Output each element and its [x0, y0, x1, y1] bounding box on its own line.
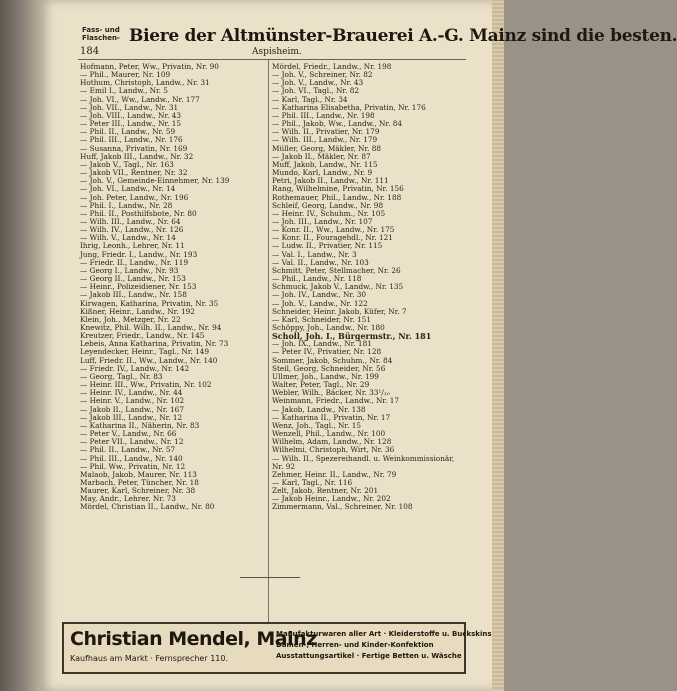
- directory-entry: — Jakob Heinr., Landw., Nr. 202: [272, 494, 391, 504]
- footer-ad-address: Kaufhaus am Markt · Fernsprecher 110.: [70, 654, 228, 663]
- directory-entry: Ullmer, Joh., Landw., Nr. 199: [272, 371, 379, 381]
- directory-entry: Zimmermann, Val., Schreiner, Nr. 108: [272, 502, 413, 512]
- directory-entry: Mördel, Friedr., Landw., Nr. 198: [272, 62, 392, 71]
- directory-entry: Zehmer, Heinr. II., Landw., Nr. 79: [272, 469, 397, 479]
- header-ad-main: Biere der Altmünster-Brauerei A.-G. Mainz sind die besten.: [129, 26, 677, 46]
- directory-entry: — Jakob II., Mäkler, Nr. 87: [272, 151, 371, 161]
- directory-entry: — Val. II., Landw., Nr. 103: [272, 257, 369, 267]
- directory-entry: — Phil. II., Landw., Nr. 59: [80, 127, 176, 137]
- header-ad-small: [82, 26, 120, 42]
- directory-entry: Malaob, Jakob, Maurer, Nr. 113: [80, 469, 197, 479]
- directory-entry: Rang, Wilhelmine, Privatin, Nr. 156: [272, 184, 404, 194]
- directory-entry: — Georg I., Landw., Nr. 93: [80, 265, 179, 275]
- directory-entry: — Phil. III., Landw., Nr. 140: [80, 453, 183, 463]
- directory-entry: — Jakob II., Landw., Nr. 167: [80, 404, 184, 414]
- directory-entry: — Konr. II., Ww., Landw., Nr. 175: [272, 225, 395, 235]
- directory-entry: — Val. I., Landw., Nr. 3: [272, 249, 357, 259]
- directory-entry: Wenz, Joh., Tagl., Nr. 15: [272, 420, 361, 430]
- footer-ad-line1: Manufakturwaren aller Art · Kleiderstoffe u. Buckskins: [276, 630, 492, 638]
- directory-entry: — Phil., Maurer, Nr. 109: [80, 70, 171, 80]
- directory-entry: — Peter III., Landw., Nr. 15: [80, 119, 182, 129]
- directory-entry: — Joh. IV., Landw., Nr. 30: [272, 290, 367, 300]
- end-rule: [240, 577, 300, 578]
- directory-entry: — Jakob V., Tagl., Nr. 163: [80, 159, 174, 169]
- directory-entry: Kirwagen, Katharina, Privatin, Nr. 35: [80, 298, 219, 308]
- directory-entry: — Wilh. IV., Landw., Nr. 126: [80, 225, 184, 235]
- directory-entry: — Susanna, Privatin, Nr. 169: [80, 143, 188, 153]
- directory-entry: — Karl, Tagl., Nr. 34: [272, 94, 348, 104]
- directory-entry: — Phil. III., Landw., Nr. 176: [80, 135, 183, 145]
- directory-entry: — Phil. II., Landw., Nr. 57: [80, 445, 176, 455]
- directory-entry: — Peter VII., Landw., Nr. 12: [80, 437, 184, 447]
- directory-entry: — Joh. IX., Landw., Nr. 181: [272, 339, 372, 349]
- directory-entry: — Peter V., Landw., Nr. 66: [80, 429, 177, 439]
- directory-entry: — Phil., Jakob, Ww., Landw., Nr. 84: [272, 119, 402, 129]
- directory-entry: Leyendecker, Heinr., Tagl., Nr. 149: [80, 347, 210, 357]
- directory-entry: Petri, Jakob II., Landw., Nr. 111: [272, 176, 389, 186]
- directory-entry: Mördel, Christian II., Landw., Nr. 80: [80, 502, 215, 512]
- directory-entry: Müller, Georg, Mäkler, Nr. 88: [272, 143, 382, 153]
- directory-entry: — Joh. V., Landw., Nr. 43: [272, 78, 364, 88]
- directory-entry: — Phil. I., Landw., Nr. 28: [80, 200, 173, 210]
- footer-ad-line2: Damen-, Herren- und Kinder-Konfektion: [276, 641, 434, 649]
- directory-entry: — Joh. V., Landw., Nr. 122: [272, 298, 368, 308]
- directory-entry: Rothemauer, Phil., Landw., Nr. 188: [272, 192, 402, 202]
- directory-entry: — Wilh. V., Landw., Nr. 14: [80, 233, 176, 243]
- directory-entry: Maurer, Karl, Schreiner, Nr. 38: [80, 486, 196, 496]
- directory-entry: Steil, Georg, Schneider, Nr. 56: [272, 363, 386, 373]
- directory-entry: Schmuck, Jakob V., Landw., Nr. 135: [272, 282, 404, 292]
- directory-entry: Webler, Wilh., Bäcker, Nr. 33¹/₁₀: [272, 388, 390, 398]
- directory-entry: Wilhelmi, Christoph, Wirt, Nr. 36: [272, 445, 395, 455]
- directory-entry: Walter, Peter, Tagl., Nr. 29: [272, 380, 370, 390]
- directory-entry: — Heinr. IV., Landw., Nr. 44: [80, 388, 183, 398]
- directory-entry: — Joh. VI., Landw., Nr. 14: [80, 184, 176, 194]
- directory-entry: — Heinr. IV., Schuhm., Nr. 105: [272, 208, 386, 218]
- directory-entry: Lebeis, Anna Katharina, Privatin, Nr. 73: [80, 339, 229, 349]
- directory-entry: Muff, Jakob, Landw., Nr. 115: [272, 159, 378, 169]
- directory-entry: — Heinr. III., Ww., Privatin, Nr. 102: [80, 380, 212, 390]
- directory-entry: Luff, Friedr. II., Ww., Landw., Nr. 140: [80, 355, 218, 365]
- footer-ad-name: Christian Mendel, Mainz: [70, 628, 317, 650]
- header-ad-small-line1: Fass- und: [82, 26, 120, 34]
- header-ad-small-line2: Flaschen-: [82, 34, 120, 42]
- directory-entry: Zelt, Jakob, Rentner, Nr. 201: [272, 486, 379, 496]
- directory-entry: — Joh. III., Landw., Nr. 107: [272, 216, 373, 226]
- directory-entry: May, Andr., Lehrer, Nr. 73: [80, 494, 176, 504]
- footer-ad: [62, 622, 492, 674]
- directory-entry: — Konr. II., Fouragehdl., Nr. 121: [272, 233, 393, 243]
- directory-entry: — Jakob III., Landw., Nr. 158: [80, 290, 187, 300]
- page-number: 184: [80, 46, 100, 57]
- directory-entry: Scholl, Joh. I., Bürgermstr., Nr. 181: [272, 331, 432, 342]
- directory-entry: Wenzell, Phil., Landw., Nr. 100: [272, 429, 386, 439]
- directory-entry: — Jakob III., Landw., Nr. 12: [80, 412, 183, 422]
- directory-entry: Weinmann, Friedr., Landw., Nr. 17: [272, 396, 399, 406]
- directory-entry: — Peter IV., Privatier, Nr. 128: [272, 347, 382, 357]
- directory-entry: Nr. 92: [272, 461, 295, 471]
- directory-entry: — Wilh. II., Spezereihandl. u. Weinkommissionär,: [272, 453, 455, 463]
- directory-entry: — Joh. V., Gemeinde-Einnehmer, Nr. 139: [80, 176, 230, 186]
- directory-entry: Schleif, Georg, Landw., Nr. 98: [272, 200, 384, 210]
- directory-entry: Kreutzer, Friedr., Landw., Nr. 145: [80, 331, 205, 341]
- directory-entry: — Joh. VIII., Landw., Nr. 43: [80, 110, 182, 120]
- directory-entry: — Ludw. II., Privatier, Nr. 115: [272, 241, 383, 251]
- left-column: [80, 63, 270, 512]
- directory-entry: — Heinr. V., Landw., Nr. 102: [80, 396, 185, 406]
- directory-entry: — Phil. Ww., Privatin, Nr. 12: [80, 461, 186, 471]
- directory-entry: — Heinr., Polizeidiener, Nr. 153: [80, 282, 197, 292]
- directory-entry: Jung, Friedr. I., Landw., Nr. 193: [80, 249, 198, 259]
- directory-entry: — Georg II., Landw., Nr. 153: [80, 274, 186, 284]
- directory-entry: Klein, Joh., Metzger, Nr. 22: [80, 314, 181, 324]
- directory-entry: — Wilh. III., Landw., Nr. 64: [80, 216, 181, 226]
- directory-entry: — Joh. Peter, Landw., Nr. 196: [80, 192, 189, 202]
- footer-ad-details: [276, 629, 492, 662]
- directory-entry: — Phil., Landw., Nr. 118: [272, 274, 362, 284]
- directory-entry: — Georg, Tagl., Nr. 83: [80, 371, 163, 381]
- directory-entry: — Phil. II., Posthilfsbote, Nr. 80: [80, 208, 197, 218]
- directory-entry: — Joh. VII., Landw., Nr. 31: [80, 102, 179, 112]
- directory-entry: Marbach, Peter, Tüncher, Nr. 18: [80, 477, 199, 487]
- footer-ad-line3: Ausstattungsartikel · Fertige Betten u. Wäsche: [276, 652, 462, 660]
- directory-entry: Schneider, Heinr. Jakob, Küfer, Nr. 7: [272, 306, 407, 316]
- directory-entry: — Phil. III., Landw., Nr. 198: [272, 110, 375, 120]
- book-binding: [0, 0, 40, 691]
- directory-entry: — Joh. VI., Ww., Landw., Nr. 177: [80, 94, 200, 104]
- directory-entry: Hofmann, Peter, Ww., Privatin, Nr. 90: [80, 62, 219, 71]
- directory-entry: — Jakob VII., Rentner, Nr. 32: [80, 168, 188, 178]
- directory-entry: — Joh. V., Schreiner, Nr. 82: [272, 70, 373, 80]
- directory-entry: — Katharina II., Näherin, Nr. 83: [80, 420, 200, 430]
- directory-entry: Ihrig, Leonh., Lehrer, Nr. 11: [80, 241, 185, 251]
- directory-entry: — Friedr. II., Landw., Nr. 119: [80, 257, 189, 267]
- directory-entry: Hothum, Christoph, Landw., Nr. 31: [80, 78, 210, 88]
- directory-entry: — Karl, Schneider, Nr. 151: [272, 314, 371, 324]
- directory-entry: Schmitt, Peter, Stellmacher, Nr. 26: [272, 265, 401, 275]
- directory-entry: Knewitz, Phil. Wilh. II., Landw., Nr. 94: [80, 323, 222, 332]
- header-rule: [78, 59, 466, 60]
- directory-entry: — Emil I., Landw., Nr. 5: [80, 86, 168, 96]
- directory-entry: — Wilh. III., Landw., Nr. 179: [272, 135, 378, 145]
- directory-entry: — Jakob, Landw., Nr. 138: [272, 404, 366, 414]
- directory-entry: — Joh. VI., Tagl., Nr. 82: [272, 86, 359, 96]
- page-edge: [492, 0, 504, 691]
- directory-entry: — Friedr. IV., Landw., Nr. 142: [80, 363, 190, 373]
- directory-entry: Huff, Jakob III., Landw., Nr. 32: [80, 151, 194, 161]
- directory-entry: — Wilh. II., Privatier, Nr. 179: [272, 127, 380, 137]
- right-column: [272, 63, 462, 512]
- directory-entry: Wilhelm, Adam, Landw., Nr. 128: [272, 437, 392, 447]
- directory-entry: — Katharina Elisabetha, Privatin, Nr. 176: [272, 102, 426, 112]
- directory-entry: Sommer, Jakob, Schuhm., Nr. 84: [272, 355, 393, 365]
- section-heading: Aspisheim.: [252, 47, 302, 57]
- directory-entry: Schöppy, Joh., Landw., Nr. 180: [272, 323, 385, 332]
- directory-entry: Mundo, Karl, Landw., Nr. 9: [272, 168, 373, 178]
- directory-entry: Kißner, Heinr., Landw., Nr. 192: [80, 306, 195, 316]
- directory-entry: — Katharina II., Privatin, Nr. 17: [272, 412, 391, 422]
- directory-entry: — Karl, Tagl., Nr. 116: [272, 477, 353, 487]
